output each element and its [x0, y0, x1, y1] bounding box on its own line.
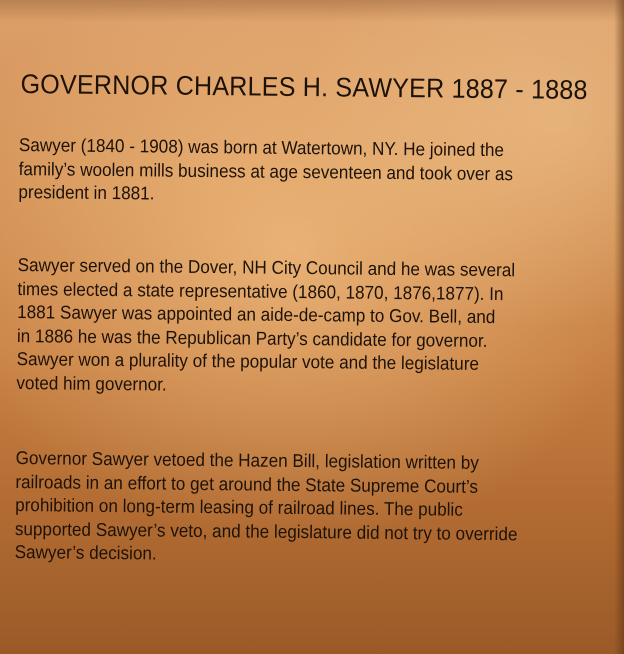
text-line: voted him governor.: [16, 371, 167, 395]
paragraph-early-life: [18, 133, 592, 210]
text-line: Sawyer’s decision.: [14, 541, 157, 564]
text-line: times elected a state representative (1860, 1870, 1876,1877). In: [17, 277, 504, 304]
paragraph-political-career: [16, 253, 591, 400]
text-line: in 1886 he was the Republican Party’s candidate for governor.: [16, 324, 488, 351]
text-line: president in 1881.: [18, 181, 155, 204]
text-line: prohibition on long-term leasing of railroad lines. The public: [15, 494, 463, 520]
text-line: supported Sawyer’s veto, and the legislature did not try to override: [14, 517, 518, 544]
text-line: family’s woolen mills business at age seventeen and took over as: [18, 157, 514, 184]
text-line: Sawyer served on the Dover, NH City Council and he was several: [17, 254, 516, 281]
paragraph-hazen-bill: [15, 446, 590, 569]
text-line: Governor Sawyer vetoed the Hazen Bill, legislation written by: [15, 447, 479, 473]
text-line: 1881 Sawyer was appointed an aide-de-camp to Gov. Bell, and: [17, 301, 496, 328]
plaque-title: GOVERNOR CHARLES H. SAWYER 1887 - 1888: [20, 69, 588, 105]
text-line: railroads in an effort to get around the State Supreme Court’s: [15, 470, 479, 497]
text-line: Sawyer (1840 - 1908) was born at Watertown, NY. He joined the: [18, 134, 505, 161]
text-line: Sawyer won a plurality of the popular vote and the legislature: [16, 348, 480, 374]
